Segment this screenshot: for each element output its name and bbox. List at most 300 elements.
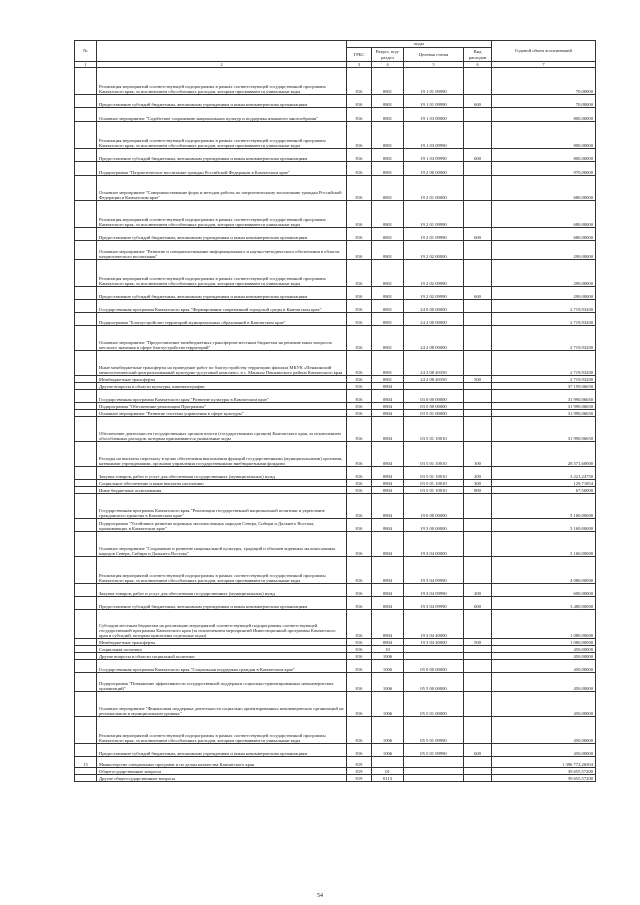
row-razdel-cell: 1006 bbox=[372, 692, 404, 717]
row-vid-cell bbox=[464, 610, 492, 639]
row-name-cell: Реализация мероприятий соответствующей подпрограммы в рамках соответствующей государственной программы Камчатского края, за исключением обособленных расходов, которым присваиваются уникальные коды bbox=[97, 717, 347, 744]
row-name-cell: Государственная программа Камчатского края "Социальная поддержка граждан в Камчатском крае" bbox=[97, 660, 347, 673]
row-target-cell bbox=[404, 757, 464, 768]
row-razdel-cell: 0801 bbox=[372, 201, 404, 228]
row-amount-cell: 450,00000 bbox=[492, 646, 596, 653]
row-target-cell: 19 1 03 00000 bbox=[404, 108, 464, 122]
row-vid-cell bbox=[464, 768, 492, 775]
row-amount-cell: 37 159,06650 bbox=[492, 383, 596, 390]
row-number-cell bbox=[75, 410, 97, 417]
row-razdel-cell: 01 bbox=[372, 768, 404, 775]
row-amount-cell: 680,00000 bbox=[492, 176, 596, 201]
table-row bbox=[75, 376, 596, 383]
row-target-cell: 19 0 00 00000 bbox=[404, 494, 464, 519]
row-razdel-cell: 1006 bbox=[372, 673, 404, 692]
row-razdel-cell: 0801 bbox=[372, 260, 404, 287]
row-name-cell: Обеспечение деятельности государственных органов власти (государственных органов) Камчатского края, за исключением обособленных расходов, которым присваиваются уникальные коды bbox=[97, 417, 347, 442]
row-grbs-cell: 816 bbox=[347, 692, 372, 717]
row-grbs-cell: 816 bbox=[347, 228, 372, 241]
row-number-cell bbox=[75, 660, 97, 673]
row-amount-cell: 67,50000 bbox=[492, 487, 596, 494]
row-vid-cell: 100 bbox=[464, 442, 492, 467]
row-number-cell: 15 bbox=[75, 757, 97, 768]
row-name-cell: Другие вопросы в области социальной политики bbox=[97, 653, 347, 660]
row-amount-cell: 2 719,93200 bbox=[492, 351, 596, 376]
row-grbs-cell: 816 bbox=[347, 162, 372, 176]
table-row bbox=[75, 519, 596, 532]
row-razdel-cell: 0801 bbox=[372, 376, 404, 383]
row-name-cell: Закупка товаров, работ и услуг для обеспечения государственных (муниципальных) нужд bbox=[97, 467, 347, 480]
row-target-cell: 05 5 01 09990 bbox=[404, 717, 464, 744]
column-number: 3 bbox=[347, 62, 372, 68]
row-number-cell bbox=[75, 149, 97, 162]
row-number-cell bbox=[75, 653, 97, 660]
row-razdel-cell: 0801 bbox=[372, 176, 404, 201]
row-number-cell bbox=[75, 383, 97, 390]
row-grbs-cell: 816 bbox=[347, 467, 372, 480]
row-razdel-cell: 0804 bbox=[372, 639, 404, 646]
row-amount-cell: 31 990,06650 bbox=[492, 410, 596, 417]
row-name-cell: Предоставление субсидий бюджетным, автономным учреждениям и иным некоммерческим организациям bbox=[97, 149, 347, 162]
row-grbs-cell: 816 bbox=[347, 417, 372, 442]
row-amount-cell: 2 719,93200 bbox=[492, 300, 596, 313]
row-razdel-cell: 0113 bbox=[372, 775, 404, 782]
row-vid-cell: 600 bbox=[464, 149, 492, 162]
row-target-cell bbox=[404, 383, 464, 390]
header-no: № bbox=[75, 41, 97, 62]
table-row bbox=[75, 673, 596, 692]
table-row bbox=[75, 775, 596, 782]
row-amount-cell: 290,00000 bbox=[492, 287, 596, 300]
row-vid-cell bbox=[464, 717, 492, 744]
row-grbs-cell: 816 bbox=[347, 442, 372, 467]
row-name-cell: Основное мероприятие "Развитие и совершенствование информационного и научно-методического обеспечения в области патриотического воспитания" bbox=[97, 241, 347, 260]
row-number-cell bbox=[75, 775, 97, 782]
row-target-cell: 03 5 01 10010 bbox=[404, 487, 464, 494]
row-amount-cell: 39 655,57200 bbox=[492, 775, 596, 782]
row-amount-cell: 129,71854 bbox=[492, 480, 596, 487]
row-amount-cell: 450,00000 bbox=[492, 660, 596, 673]
row-vid-cell bbox=[464, 176, 492, 201]
row-razdel-cell: 0804 bbox=[372, 532, 404, 557]
row-number-cell bbox=[75, 326, 97, 351]
header-vid: Вид расходов bbox=[464, 48, 492, 62]
row-name-cell: Предоставление субсидий бюджетным, автономным учреждениям и иным некоммерческим организациям bbox=[97, 95, 347, 108]
row-amount-cell: 600,00000 bbox=[492, 584, 596, 597]
row-grbs-cell: 816 bbox=[347, 653, 372, 660]
row-name-cell: Реализация мероприятий соответствующей подпрограммы в рамках соответствующей государственной программы Камчатского края, за исключением обособленных расходов, которым присваиваются уникальные коды bbox=[97, 260, 347, 287]
row-target-cell: 24 2 08 40350 bbox=[404, 351, 464, 376]
table-row bbox=[75, 403, 596, 410]
row-vid-cell bbox=[464, 692, 492, 717]
row-name-cell: Подпрограмма "Патриотическое воспитание граждан Российской Федерации в Камчатском крае" bbox=[97, 162, 347, 176]
row-target-cell: 19 1 01 09990 bbox=[404, 95, 464, 108]
header-grbs: ГРБС bbox=[347, 48, 372, 62]
row-razdel-cell: 0801 bbox=[372, 68, 404, 95]
row-target-cell: 19 3 04 00000 bbox=[404, 532, 464, 557]
row-razdel-cell: 1006 bbox=[372, 653, 404, 660]
row-razdel-cell: 0801 bbox=[372, 228, 404, 241]
column-number: 2 bbox=[97, 62, 347, 68]
row-grbs-cell: 816 bbox=[347, 287, 372, 300]
column-number: 7 bbox=[492, 62, 596, 68]
row-amount-cell: 31 990,06650 bbox=[492, 403, 596, 410]
row-vid-cell: 300 bbox=[464, 480, 492, 487]
row-vid-cell bbox=[464, 519, 492, 532]
row-grbs-cell: 816 bbox=[347, 376, 372, 383]
row-vid-cell bbox=[464, 122, 492, 149]
row-number-cell bbox=[75, 768, 97, 775]
table-row bbox=[75, 768, 596, 775]
header-target: Целевая статья bbox=[404, 48, 464, 62]
row-name-cell: Реализация мероприятий соответствующей подпрограммы в рамках соответствующей государственной программы Камчатского края, за исключением обособленных расходов, которым присваиваются уникальные коды bbox=[97, 122, 347, 149]
row-amount-cell: 70,00000 bbox=[492, 95, 596, 108]
row-vid-cell bbox=[464, 660, 492, 673]
row-number-cell bbox=[75, 68, 97, 95]
table-row bbox=[75, 287, 596, 300]
row-number-cell bbox=[75, 744, 97, 757]
row-vid-cell: 500 bbox=[464, 376, 492, 383]
row-grbs-cell: 816 bbox=[347, 597, 372, 610]
row-vid-cell: 600 bbox=[464, 744, 492, 757]
row-razdel-cell: 0801 bbox=[372, 149, 404, 162]
row-number-cell bbox=[75, 122, 97, 149]
row-razdel-cell: 0801 bbox=[372, 326, 404, 351]
table-row bbox=[75, 95, 596, 108]
row-vid-cell bbox=[464, 775, 492, 782]
table-row bbox=[75, 646, 596, 653]
table-row bbox=[75, 228, 596, 241]
row-amount-cell: 800,00000 bbox=[492, 108, 596, 122]
row-razdel-cell: 0801 bbox=[372, 313, 404, 326]
budget-table bbox=[74, 40, 596, 782]
row-vid-cell: 200 bbox=[464, 584, 492, 597]
row-number-cell bbox=[75, 717, 97, 744]
row-grbs-cell: 816 bbox=[347, 673, 372, 692]
row-razdel-cell: 0801 bbox=[372, 287, 404, 300]
row-grbs-cell: 816 bbox=[347, 639, 372, 646]
row-amount-cell: 28 571,60000 bbox=[492, 442, 596, 467]
row-target-cell: 19 2 01 00000 bbox=[404, 176, 464, 201]
row-razdel-cell: 0804 bbox=[372, 403, 404, 410]
row-target-cell bbox=[404, 775, 464, 782]
row-razdel-cell: 0804 bbox=[372, 410, 404, 417]
row-name-cell: Иные межбюджетные трансферты на проведение работ по благоустройству территории филиала МКУК «Пенжинский межпоселенческий централизованный культурно-досуговый комплекс» в с. Манилы Пенжинского района Камчатского края bbox=[97, 351, 347, 376]
row-vid-cell bbox=[464, 417, 492, 442]
row-name-cell: Подпрограмма "Обеспечение реализации Программы" bbox=[97, 403, 347, 410]
table-row bbox=[75, 494, 596, 519]
row-vid-cell bbox=[464, 403, 492, 410]
table-row bbox=[75, 744, 596, 757]
row-grbs-cell: 816 bbox=[347, 300, 372, 313]
row-grbs-cell: 816 bbox=[347, 610, 372, 639]
row-name-cell: Государственная программа Камчатского края "Формирование современной городской среды в Камчатском крае" bbox=[97, 300, 347, 313]
row-target-cell: 05 5 01 09990 bbox=[404, 744, 464, 757]
row-grbs-cell: 816 bbox=[347, 660, 372, 673]
row-amount-cell: 680,00000 bbox=[492, 228, 596, 241]
table-row bbox=[75, 241, 596, 260]
row-razdel-cell bbox=[372, 757, 404, 768]
row-name-cell: Основное мероприятие "Предоставление межбюджетных трансфертов местным бюджетам на решение иных вопросов местного значения в сфере благоустройства территорий" bbox=[97, 326, 347, 351]
row-number-cell bbox=[75, 241, 97, 260]
row-target-cell: 19 2 02 09990 bbox=[404, 287, 464, 300]
table-header bbox=[75, 41, 596, 68]
row-grbs-cell: 816 bbox=[347, 519, 372, 532]
row-target-cell: 03 5 01 10010 bbox=[404, 417, 464, 442]
row-target-cell bbox=[404, 768, 464, 775]
table-row bbox=[75, 390, 596, 403]
row-target-cell: 19 1 01 09990 bbox=[404, 68, 464, 95]
row-vid-cell bbox=[464, 201, 492, 228]
row-vid-cell bbox=[464, 757, 492, 768]
row-vid-cell bbox=[464, 162, 492, 176]
row-amount-cell: 2 719,93200 bbox=[492, 376, 596, 383]
row-razdel-cell: 0801 bbox=[372, 95, 404, 108]
row-razdel-cell: 0804 bbox=[372, 597, 404, 610]
row-number-cell bbox=[75, 287, 97, 300]
row-vid-cell: 600 bbox=[464, 597, 492, 610]
row-amount-cell: 1 080,00000 bbox=[492, 610, 596, 639]
table-row bbox=[75, 692, 596, 717]
row-number-cell bbox=[75, 519, 97, 532]
header-codes-group: коды bbox=[347, 41, 492, 48]
table-row bbox=[75, 417, 596, 442]
row-razdel-cell: 0804 bbox=[372, 417, 404, 442]
row-number-cell bbox=[75, 487, 97, 494]
row-name-cell: Реализация мероприятий соответствующей подпрограммы в рамках соответствующей государственной программы Камчатского края, за исключением обособленных расходов, которым присваиваются уникальные коды bbox=[97, 68, 347, 95]
row-grbs-cell: 816 bbox=[347, 557, 372, 584]
row-target-cell: 05 0 00 00000 bbox=[404, 660, 464, 673]
row-vid-cell bbox=[464, 300, 492, 313]
row-vid-cell: 800 bbox=[464, 487, 492, 494]
row-target-cell: 19 1 03 09990 bbox=[404, 149, 464, 162]
row-amount-cell: 680,00000 bbox=[492, 201, 596, 228]
row-grbs-cell: 819 bbox=[347, 768, 372, 775]
row-name-cell: Иные бюджетные ассигнования bbox=[97, 487, 347, 494]
row-target-cell: 24 2 08 40350 bbox=[404, 376, 464, 383]
row-grbs-cell: 816 bbox=[347, 390, 372, 403]
table-row bbox=[75, 410, 596, 417]
page-number: 54 bbox=[317, 893, 323, 899]
table-row bbox=[75, 68, 596, 95]
row-number-cell bbox=[75, 228, 97, 241]
row-name-cell: Предоставление субсидий бюджетным, автономным учреждениям и иным некоммерческим организациям bbox=[97, 597, 347, 610]
row-number-cell bbox=[75, 162, 97, 176]
row-amount-cell: 5 160,00000 bbox=[492, 519, 596, 532]
row-target-cell: 03 5 01 10010 bbox=[404, 442, 464, 467]
row-vid-cell bbox=[464, 68, 492, 95]
row-grbs-cell: 816 bbox=[347, 383, 372, 390]
row-amount-cell: 450,00000 bbox=[492, 673, 596, 692]
row-number-cell bbox=[75, 480, 97, 487]
row-name-cell: Основное мероприятие "Совершенствование форм и методов работы по патриотическому воспитанию граждан Российской Федерации в Камчатском крае" bbox=[97, 176, 347, 201]
row-name-cell: Государственная программа Камчатского края "Реализация государственной национальной политики и укрепление гражданского единства в Камчатском крае" bbox=[97, 494, 347, 519]
row-razdel-cell: 0804 bbox=[372, 519, 404, 532]
column-number: 4 bbox=[372, 62, 404, 68]
table-row bbox=[75, 660, 596, 673]
row-razdel-cell: 0804 bbox=[372, 557, 404, 584]
row-grbs-cell: 819 bbox=[347, 775, 372, 782]
row-name-cell: Социальная политика bbox=[97, 646, 347, 653]
row-number-cell bbox=[75, 639, 97, 646]
row-target-cell: 19 3 00 00000 bbox=[404, 519, 464, 532]
row-grbs-cell: 816 bbox=[347, 351, 372, 376]
row-name-cell: Другие вопросы в области культуры, кинематографии bbox=[97, 383, 347, 390]
row-amount-cell: 2 719,93200 bbox=[492, 326, 596, 351]
row-vid-cell: 600 bbox=[464, 95, 492, 108]
row-number-cell bbox=[75, 351, 97, 376]
table-row bbox=[75, 557, 596, 584]
row-name-cell: Межбюджетные трансферты bbox=[97, 639, 347, 646]
row-amount-cell: 450,00000 bbox=[492, 717, 596, 744]
row-grbs-cell: 816 bbox=[347, 646, 372, 653]
row-name-cell: Реализация мероприятий соответствующей подпрограммы в рамках соответствующей государственной программы Камчатского края, за исключением обособленных расходов, которым присваиваются уникальные коды bbox=[97, 201, 347, 228]
row-vid-cell bbox=[464, 383, 492, 390]
row-amount-cell: 800,00000 bbox=[492, 149, 596, 162]
row-name-cell: Государственная программа Камчатского края "Развитие культуры в Камчатском крае" bbox=[97, 390, 347, 403]
table-row bbox=[75, 480, 596, 487]
row-amount-cell: 39 655,57200 bbox=[492, 768, 596, 775]
row-number-cell bbox=[75, 300, 97, 313]
table-row bbox=[75, 653, 596, 660]
row-number-cell bbox=[75, 201, 97, 228]
row-number-cell bbox=[75, 442, 97, 467]
row-grbs-cell: 816 bbox=[347, 744, 372, 757]
row-target-cell: 03 5 00 00000 bbox=[404, 403, 464, 410]
row-number-cell bbox=[75, 597, 97, 610]
row-grbs-cell: 816 bbox=[347, 201, 372, 228]
row-grbs-cell: 816 bbox=[347, 241, 372, 260]
row-amount-cell: 70,00000 bbox=[492, 68, 596, 95]
row-number-cell bbox=[75, 313, 97, 326]
table-row bbox=[75, 584, 596, 597]
row-razdel-cell: 0801 bbox=[372, 241, 404, 260]
row-target-cell: 24 2 00 00000 bbox=[404, 313, 464, 326]
row-name-cell: Расходы на выплаты персоналу в целях обеспечения выполнения функций государственными (муниципальными) органами, казенными учреждениями, органами управления государственными внебюджетными фондами bbox=[97, 442, 347, 467]
table-row bbox=[75, 610, 596, 639]
row-name-cell: Подпрограмма "Повышение эффективности государственной поддержки социально-ориентированных некоммерческих организаций" bbox=[97, 673, 347, 692]
row-grbs-cell: 816 bbox=[347, 403, 372, 410]
row-number-cell bbox=[75, 646, 97, 653]
row-razdel-cell: 0804 bbox=[372, 390, 404, 403]
row-razdel-cell: 1006 bbox=[372, 660, 404, 673]
row-grbs-cell: 816 bbox=[347, 122, 372, 149]
row-amount-cell: 290,00000 bbox=[492, 260, 596, 287]
row-grbs-cell: 816 bbox=[347, 487, 372, 494]
row-grbs-cell: 816 bbox=[347, 176, 372, 201]
table-row bbox=[75, 757, 596, 768]
row-vid-cell bbox=[464, 557, 492, 584]
row-amount-cell: 31 990,06650 bbox=[492, 417, 596, 442]
row-target-cell: 05 5 01 00000 bbox=[404, 692, 464, 717]
row-razdel-cell: 0804 bbox=[372, 480, 404, 487]
row-razdel-cell: 0804 bbox=[372, 442, 404, 467]
row-amount-cell: 450,00000 bbox=[492, 744, 596, 757]
table-row bbox=[75, 532, 596, 557]
row-razdel-cell: 0801 bbox=[372, 351, 404, 376]
table-body bbox=[75, 68, 596, 782]
row-target-cell: 24 2 08 00000 bbox=[404, 326, 464, 351]
row-target-cell: 19 2 02 00000 bbox=[404, 241, 464, 260]
row-vid-cell bbox=[464, 326, 492, 351]
row-grbs-cell: 816 bbox=[347, 68, 372, 95]
table-row bbox=[75, 351, 596, 376]
table-row bbox=[75, 487, 596, 494]
row-razdel-cell: 0804 bbox=[372, 610, 404, 639]
row-target-cell: 03 0 00 00000 bbox=[404, 390, 464, 403]
row-name-cell: Предоставление субсидий бюджетным, автономным учреждениям и иным некоммерческим организациям bbox=[97, 287, 347, 300]
row-amount-cell: 4 080,00000 bbox=[492, 557, 596, 584]
row-razdel-cell: 0804 bbox=[372, 467, 404, 480]
row-target-cell: 19 2 00 00000 bbox=[404, 162, 464, 176]
row-number-cell bbox=[75, 584, 97, 597]
header-razdel: Раздел, под-раздел bbox=[372, 48, 404, 62]
row-target-cell: 03 5 01 10010 bbox=[404, 480, 464, 487]
table-row bbox=[75, 201, 596, 228]
row-number-cell bbox=[75, 108, 97, 122]
row-amount-cell: 800,00000 bbox=[492, 122, 596, 149]
table-row bbox=[75, 122, 596, 149]
column-number: 1 bbox=[75, 62, 97, 68]
row-razdel-cell: 10 bbox=[372, 646, 404, 653]
header-name bbox=[97, 41, 347, 62]
row-number-cell bbox=[75, 532, 97, 557]
row-name-cell: Основное мероприятие "Содействие сохранению национальных культур и поддержка языкового многообразия" bbox=[97, 108, 347, 122]
row-grbs-cell: 816 bbox=[347, 494, 372, 519]
row-target-cell: 19 2 02 09990 bbox=[404, 260, 464, 287]
row-target-cell: 19 2 01 09990 bbox=[404, 201, 464, 228]
row-vid-cell: 500 bbox=[464, 639, 492, 646]
row-vid-cell: 600 bbox=[464, 228, 492, 241]
row-grbs-cell: 816 bbox=[347, 149, 372, 162]
row-number-cell bbox=[75, 610, 97, 639]
row-number-cell bbox=[75, 417, 97, 442]
row-vid-cell: 200 bbox=[464, 467, 492, 480]
row-razdel-cell: 0804 bbox=[372, 383, 404, 390]
row-amount-cell: 450,00000 bbox=[492, 653, 596, 660]
row-vid-cell bbox=[464, 241, 492, 260]
row-name-cell: Основное мероприятие "Сохранение и развитие национальной культуры, традиций и обычаев коренных малочисленных народов Севера, Сибири и Дальнего Востока" bbox=[97, 532, 347, 557]
row-amount-cell: 2 719,93200 bbox=[492, 313, 596, 326]
row-grbs-cell: 816 bbox=[347, 584, 372, 597]
table-row bbox=[75, 717, 596, 744]
row-target-cell: 03 5 01 00000 bbox=[404, 410, 464, 417]
row-razdel-cell: 0804 bbox=[372, 494, 404, 519]
table-row bbox=[75, 326, 596, 351]
row-amount-cell: 970,00000 bbox=[492, 162, 596, 176]
table-row bbox=[75, 313, 596, 326]
budget-document bbox=[74, 40, 595, 782]
row-vid-cell: 600 bbox=[464, 287, 492, 300]
row-number-cell bbox=[75, 673, 97, 692]
row-name-cell: Межбюджетные трансферты bbox=[97, 376, 347, 383]
row-name-cell: Предоставление субсидий бюджетным, автономным учреждениям и иным некоммерческим организациям bbox=[97, 228, 347, 241]
row-grbs-cell: 816 bbox=[347, 717, 372, 744]
row-name-cell: Социальное обеспечение и иные выплаты населению bbox=[97, 480, 347, 487]
table-row bbox=[75, 162, 596, 176]
table-row bbox=[75, 467, 596, 480]
row-vid-cell bbox=[464, 390, 492, 403]
row-razdel-cell: 0801 bbox=[372, 108, 404, 122]
row-number-cell bbox=[75, 390, 97, 403]
row-target-cell: 19 3 04 40000 bbox=[404, 639, 464, 646]
table-row bbox=[75, 149, 596, 162]
row-vid-cell bbox=[464, 108, 492, 122]
row-name-cell: Подпрограмма "Устойчивое развитие коренных малочисленных народов Севера, Сибири и Дальнего Востока, проживающих в Камчатском крае" bbox=[97, 519, 347, 532]
row-number-cell bbox=[75, 467, 97, 480]
header-amount: Годовой объем ассигнований bbox=[492, 41, 596, 62]
row-number-cell bbox=[75, 176, 97, 201]
